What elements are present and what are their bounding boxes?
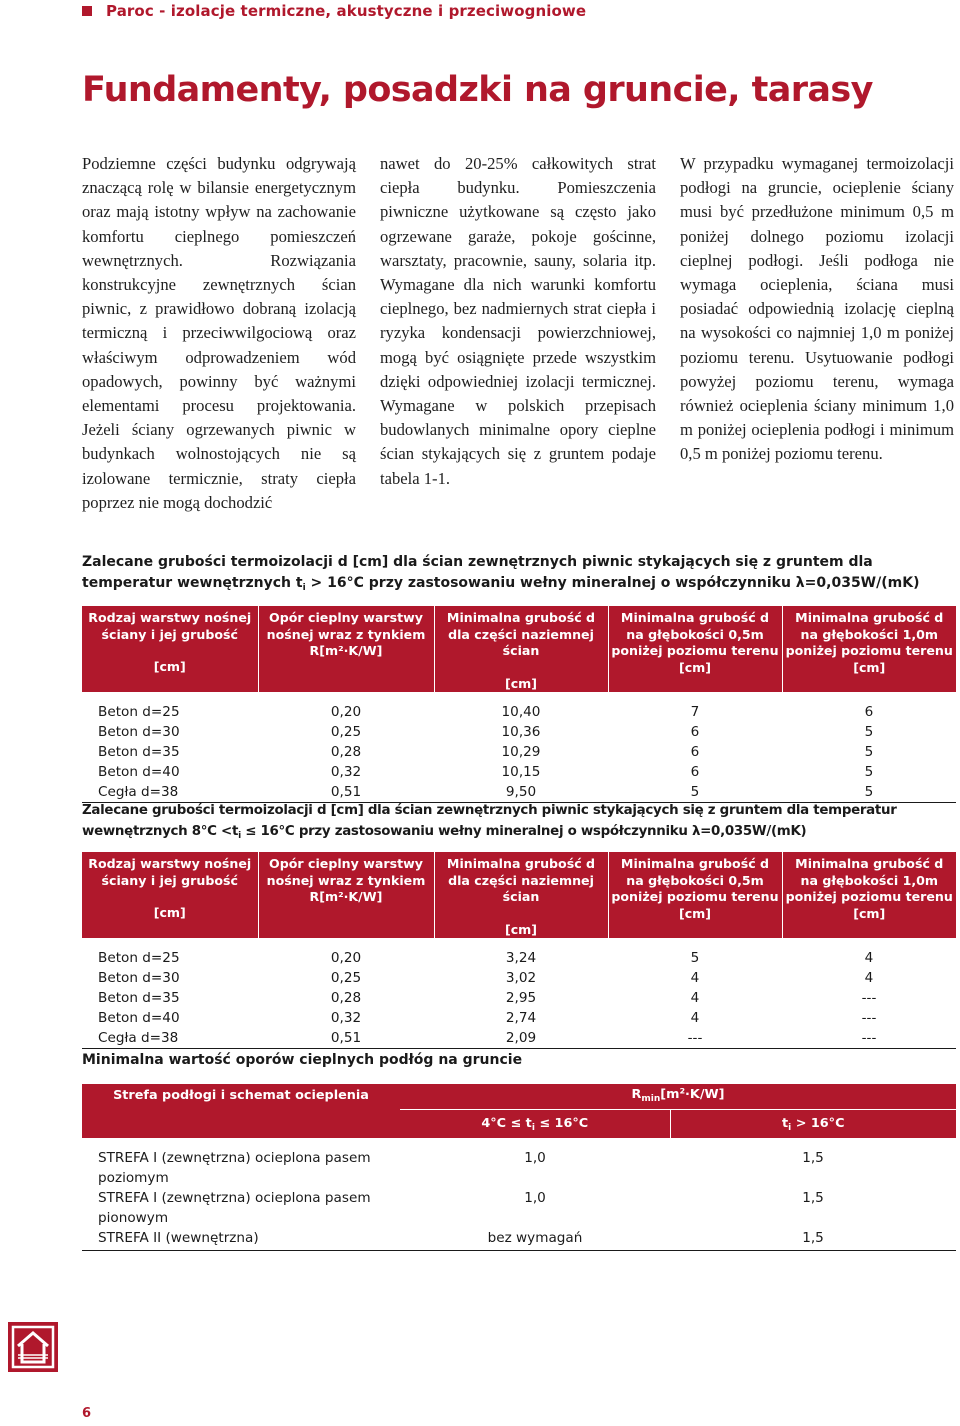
table1-header-cell: Minimalna grubość d dla części naziemnej ścian [cm] [434, 606, 608, 692]
header-square-icon [82, 6, 92, 16]
table2-header-cell: Minimalna grubość d na głębokości 1,0m poniżej poziomu terenu [cm] [782, 852, 956, 938]
table-row: STREFA I (zewnętrzna) ocieplona pasem pionowym 1,0 1,5 [98, 1190, 824, 1226]
body-column-1: Podziemne części budynku odgrywają znaczącą rolę w bilansie energetycznym oraz mają istotny wpływ na zachowanie komfortu cieplnego pomieszczeń wewnętrznych. Rozwiązania konstrukcyjne zewnętrznych ścian piwnic, z prawidłowo dobraną izolacją termiczną i przeciwwilgociową oraz właściwym odprowadzeniem wód opadowych, powinny być ważnymi elementami procesu projektowania. Jeżeli ściany ogrzewanych piwnic w budynkach wolnostojących nie są izolowane termicznie, straty ciepła poprzez nie mogą dochodzić [82, 154, 356, 512]
table3-header-temp-high: $t_i > 16^\circ C$ [670, 1110, 956, 1139]
table3-header-rmin: $R_{min}[m^2\cdot K/W]$ [400, 1084, 956, 1110]
page-number: 6 [82, 1406, 92, 1421]
header-section-title: Paroc - izolacje termiczne, akustyczne i przeciwogniowe [106, 2, 587, 20]
table2-header-cell: Minimalna grubość d na głębokości 0,5m poniżej poziomu terenu [cm] [608, 852, 782, 938]
table2 [82, 852, 956, 1049]
table1-header-cell: Minimalna grubość d na głębokości 1,0m poniżej poziomu terenu [cm] [782, 606, 956, 692]
table1-header-cell: Opór cieplny warstwy nośnej wraz z tynkiem R[m²·K/W] [258, 606, 434, 692]
table3-header-temp-range: $4^\circ C \le t_i \le 16^\circ C$ [400, 1110, 670, 1139]
table-row: Beton d=35 0,28 10,29 6 5 [98, 744, 874, 760]
table2-header-cell: Opór cieplny warstwy nośnej wraz z tynkiem R[m²·K/W] [258, 852, 434, 938]
running-header [82, 0, 586, 22]
table-row: Beton d=30 0,25 3,02 4 4 [98, 970, 874, 986]
table1 [82, 606, 956, 803]
table2-header-cell: Minimalna grubość d dla części naziemnej ścian [cm] [434, 852, 608, 938]
table-row: Cegła d=38 0,51 9,50 5 5 [82, 782, 956, 803]
body-column-3: W przypadku wymaganej termoizolacji podłogi na gruncie, ocieplenie ściany musi być przedłużone minimum 0,5 m poniżej dolnego poziomu izolacji cieplnej podłogi. Jeśli podłoga nie wymaga ocieplenia, ściana musi posiadać odpowiednią izolację cieplną na wysokości co najmniej 1,0 m poniżej poziomu terenu. Usytuowanie podłogi powyżej poziomu terenu, wymaga również ocieplenia ściany minimum 1,0 m poniżej ocieplenia podłogi i minimum 0,5 m poniżej poziomu terenu. [680, 154, 954, 464]
table3 [82, 1084, 956, 1251]
table-row: Beton d=40 0,32 2,74 4 --- [98, 1010, 877, 1026]
table1-header-cell: Rodzaj warstwy nośnej ściany i jej grubość [cm] [82, 606, 258, 692]
table-row: Beton d=30 0,25 10,36 6 5 [98, 724, 874, 740]
table2-caption: Zalecane grubości termoizolacji d [cm] dla ścian zewnętrznych piwnic stykających się z gruntem dla temperatur wewnętrznych $8^\circ C <t_i \le 16^\circ C$ przy zastosowaniu wełny mineralnej o współczynniku λ=0,035W/(mK) [82, 803, 897, 841]
house-logo-icon [8, 1322, 58, 1372]
table1-header-cell: Minimalna grubość d na głębokości 0,5m poniżej poziomu terenu [cm] [608, 606, 782, 692]
table-row: Beton d=40 0,32 10,15 6 5 [98, 764, 874, 780]
body-column-2: nawet do 20-25% całkowitych strat ciepła budynku. Pomieszczenia piwniczne użytkowane są często jako ogrzewane garaże, pokoje gościnne, warsztaty, pracownie, sauny, solaria itp. Wymagane dla nich warunki komfortu cieplnego, bez nadmiernych strat ciepła i ryzyka kondensacji powierzchniowej, mogą być osiągnięte przede wszystkim dzięki odpowiedniej izolacji termicznej. Wymagane w polskich przepisach budowlanych minimalne opory cieplne ścian stykających się z gruntem podaje tabela 1-1. [380, 154, 656, 488]
table-row: Beton d=25 0,20 3,24 5 4 [98, 950, 874, 966]
page-title: Fundamenty, posadzki na gruncie, tarasy [82, 70, 873, 110]
table-row: Cegła d=38 0,51 2,09 --- --- [82, 1028, 956, 1049]
table2-header-cell: Rodzaj warstwy nośnej ściany i jej grubość [cm] [82, 852, 258, 938]
table-row: Beton d=35 0,28 2,95 4 --- [98, 990, 877, 1006]
table3-caption: Minimalna wartość oporów cieplnych podłóg na gruncie [82, 1052, 523, 1068]
table3-header-zone: Strefa podłogi i schemat ocieplenia [82, 1084, 400, 1138]
table-row: STREFA II (wewnętrzna) bez wymagań 1,5 [82, 1228, 956, 1251]
table1-caption: Zalecane grubości termoizolacji d [cm] dla ścian zewnętrznych piwnic stykających się z gruntem dla temperatur wewnętrznych $t_i > 16^\circ C$ przy zastosowaniu wełny mineralnej o współczynniku λ=0,035W/(mK) [82, 554, 920, 593]
table-row: STREFA I (zewnętrzna) ocieplona pasem poziomym 1,0 1,5 [98, 1150, 824, 1186]
table-row: Beton d=25 0,20 10,40 7 6 [98, 704, 874, 720]
